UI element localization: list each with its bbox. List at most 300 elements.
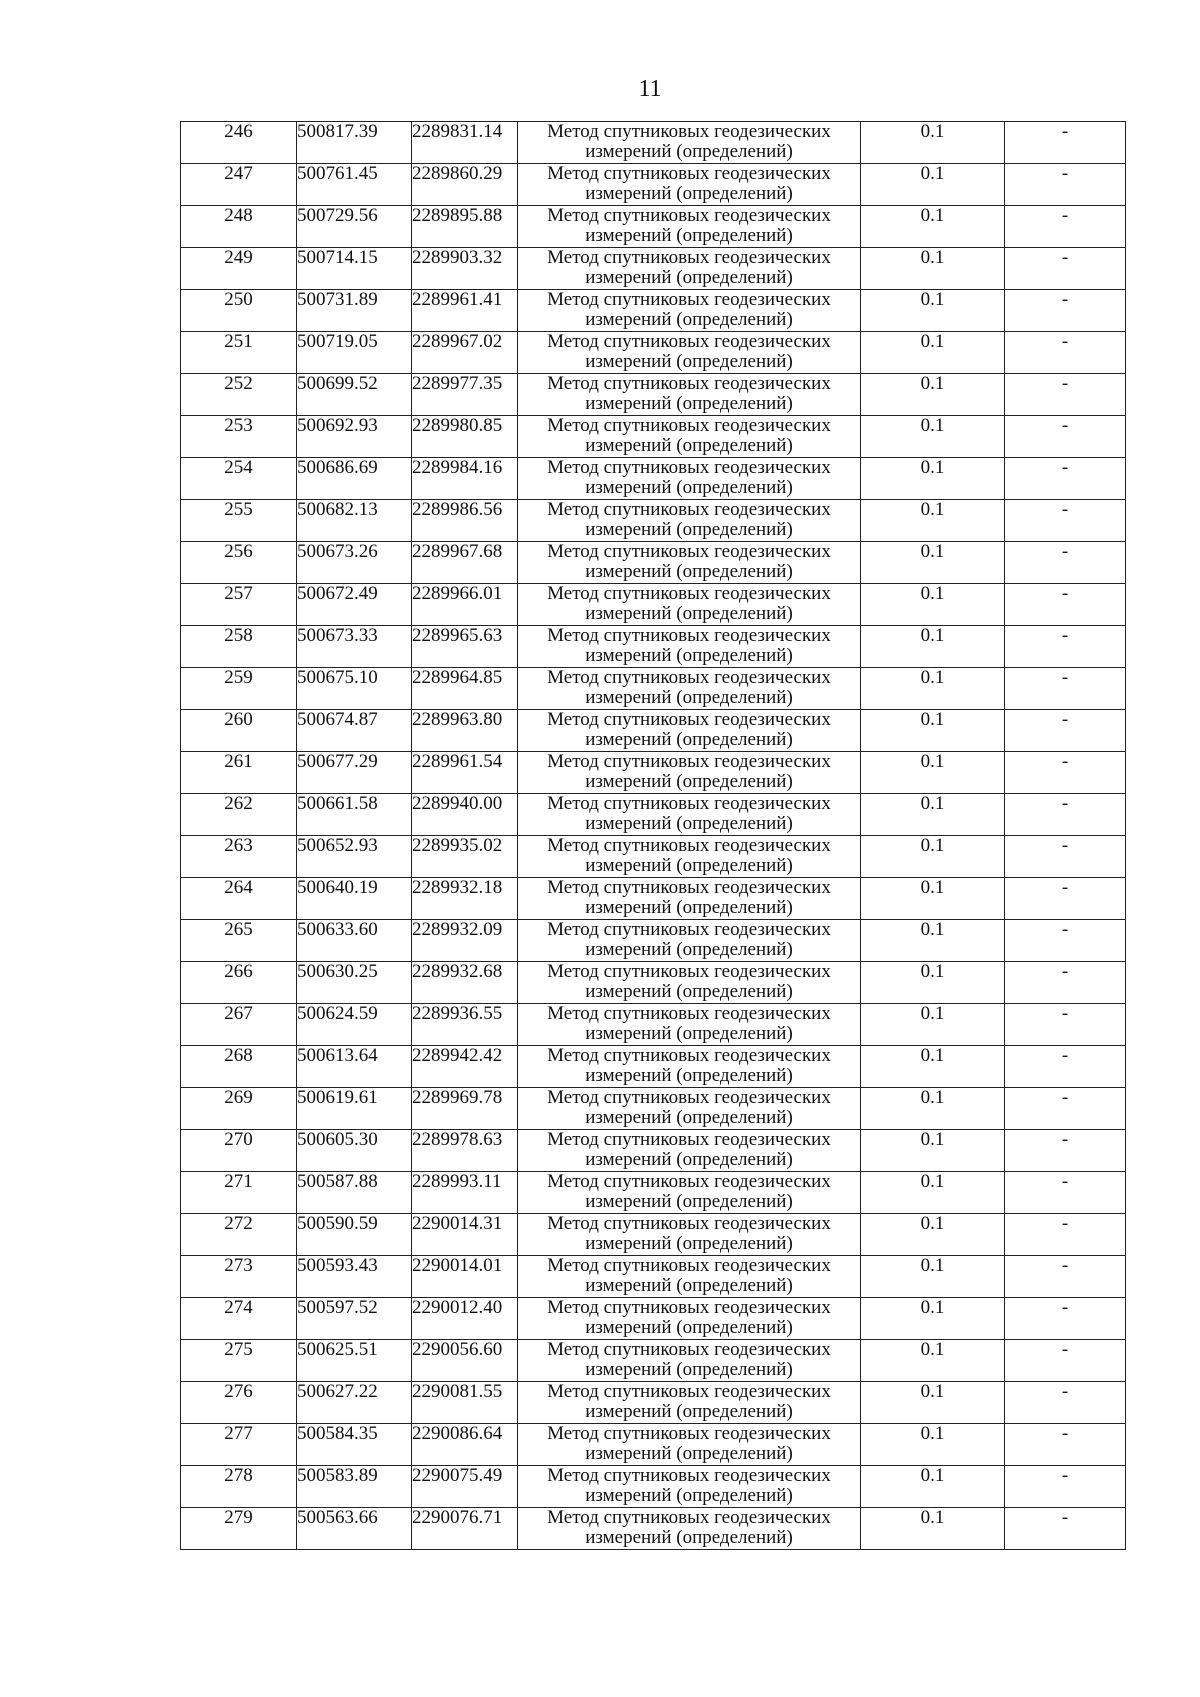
coordinate-y: 2289963.80 (412, 710, 518, 752)
coordinate-x: 500817.39 (297, 122, 412, 164)
method-line-2: измерений (определений) (585, 393, 793, 414)
method-line-1: Метод спутниковых геодезических (547, 1465, 831, 1486)
table-row (181, 374, 1126, 416)
method-cell (518, 1466, 861, 1508)
method-cell (518, 542, 861, 584)
precision-value: 0.1 (861, 500, 1005, 542)
table-row (181, 962, 1126, 1004)
coordinate-y: 2290076.71 (412, 1508, 518, 1550)
point-number: 277 (181, 1424, 297, 1466)
coordinate-y: 2289932.18 (412, 878, 518, 920)
method-cell (518, 374, 861, 416)
coordinate-y: 2290056.60 (412, 1340, 518, 1382)
precision-value: 0.1 (861, 332, 1005, 374)
table-row (181, 1424, 1126, 1466)
method-line-2: измерений (определений) (585, 1317, 793, 1338)
coordinate-y: 2289903.32 (412, 248, 518, 290)
method-line-2: измерений (определений) (585, 1443, 793, 1464)
coordinate-y: 2290014.01 (412, 1256, 518, 1298)
precision-value: 0.1 (861, 1256, 1005, 1298)
point-description: - (1005, 416, 1126, 458)
table-row (181, 1172, 1126, 1214)
precision-value: 0.1 (861, 1088, 1005, 1130)
precision-value: 0.1 (861, 1172, 1005, 1214)
table-row (181, 290, 1126, 332)
point-description: - (1005, 962, 1126, 1004)
coordinate-x: 500674.87 (297, 710, 412, 752)
coordinate-x: 500613.64 (297, 1046, 412, 1088)
precision-value: 0.1 (861, 1466, 1005, 1508)
coordinate-y: 2289967.68 (412, 542, 518, 584)
method-line-1: Метод спутниковых геодезических (547, 583, 831, 604)
table-row (181, 794, 1126, 836)
point-number: 256 (181, 542, 297, 584)
coordinate-x: 500633.60 (297, 920, 412, 962)
precision-value: 0.1 (861, 1046, 1005, 1088)
method-cell (518, 962, 861, 1004)
method-cell (518, 1130, 861, 1172)
method-line-2: измерений (определений) (585, 687, 793, 708)
coordinate-y: 2289965.63 (412, 626, 518, 668)
precision-value: 0.1 (861, 668, 1005, 710)
method-cell (518, 1340, 861, 1382)
precision-value: 0.1 (861, 1004, 1005, 1046)
coordinate-y: 2289935.02 (412, 836, 518, 878)
point-number: 274 (181, 1298, 297, 1340)
coordinate-x: 500619.61 (297, 1088, 412, 1130)
precision-value: 0.1 (861, 374, 1005, 416)
coordinate-x: 500731.89 (297, 290, 412, 332)
coordinate-y: 2289977.35 (412, 374, 518, 416)
table-row (181, 1130, 1126, 1172)
precision-value: 0.1 (861, 1298, 1005, 1340)
method-line-1: Метод спутниковых геодезических (547, 835, 831, 856)
method-line-2: измерений (определений) (585, 1275, 793, 1296)
method-line-1: Метод спутниковых геодезических (547, 709, 831, 730)
point-description: - (1005, 1004, 1126, 1046)
coordinate-x: 500729.56 (297, 206, 412, 248)
coordinate-y: 2289831.14 (412, 122, 518, 164)
coordinate-x: 500640.19 (297, 878, 412, 920)
point-number: 260 (181, 710, 297, 752)
point-number: 265 (181, 920, 297, 962)
method-line-1: Метод спутниковых геодезических (547, 205, 831, 226)
coordinate-y: 2289978.63 (412, 1130, 518, 1172)
coordinates-table-body (181, 122, 1126, 1550)
method-line-2: измерений (определений) (585, 1065, 793, 1086)
table-row (181, 1382, 1126, 1424)
method-line-1: Метод спутниковых геодезических (547, 667, 831, 688)
precision-value: 0.1 (861, 416, 1005, 458)
precision-value: 0.1 (861, 248, 1005, 290)
coordinate-y: 2289936.55 (412, 1004, 518, 1046)
table-row (181, 668, 1126, 710)
method-line-1: Метод спутниковых геодезических (547, 415, 831, 436)
precision-value: 0.1 (861, 710, 1005, 752)
point-description: - (1005, 878, 1126, 920)
method-line-2: измерений (определений) (585, 1485, 793, 1506)
point-number: 271 (181, 1172, 297, 1214)
point-number: 258 (181, 626, 297, 668)
method-line-2: измерений (определений) (585, 183, 793, 204)
coordinate-y: 2290012.40 (412, 1298, 518, 1340)
point-description: - (1005, 836, 1126, 878)
coordinate-y: 2289961.41 (412, 290, 518, 332)
method-cell (518, 500, 861, 542)
method-cell (518, 752, 861, 794)
point-number: 255 (181, 500, 297, 542)
method-cell (518, 1088, 861, 1130)
point-description: - (1005, 1256, 1126, 1298)
method-line-2: измерений (определений) (585, 477, 793, 498)
coordinate-x: 500593.43 (297, 1256, 412, 1298)
precision-value: 0.1 (861, 122, 1005, 164)
method-line-2: измерений (определений) (585, 225, 793, 246)
table-row (181, 458, 1126, 500)
table-row (181, 1088, 1126, 1130)
point-number: 272 (181, 1214, 297, 1256)
point-number: 269 (181, 1088, 297, 1130)
method-line-1: Метод спутниковых геодезических (547, 877, 831, 898)
method-line-1: Метод спутниковых геодезических (547, 1045, 831, 1066)
coordinate-x: 500673.33 (297, 626, 412, 668)
coordinate-x: 500675.10 (297, 668, 412, 710)
point-description: - (1005, 332, 1126, 374)
coordinate-y: 2290075.49 (412, 1466, 518, 1508)
precision-value: 0.1 (861, 626, 1005, 668)
coordinate-x: 500587.88 (297, 1172, 412, 1214)
coordinate-x: 500682.13 (297, 500, 412, 542)
coordinate-y: 2289961.54 (412, 752, 518, 794)
point-description: - (1005, 1382, 1126, 1424)
method-line-1: Метод спутниковых геодезических (547, 919, 831, 940)
method-cell (518, 1508, 861, 1550)
method-line-1: Метод спутниковых геодезических (547, 1339, 831, 1360)
point-number: 247 (181, 164, 297, 206)
point-number: 251 (181, 332, 297, 374)
point-description: - (1005, 500, 1126, 542)
table-row (181, 1046, 1126, 1088)
method-line-2: измерений (определений) (585, 435, 793, 456)
method-line-1: Метод спутниковых геодезических (547, 1381, 831, 1402)
coordinate-x: 500692.93 (297, 416, 412, 458)
method-line-1: Метод спутниковых геодезических (547, 331, 831, 352)
table-row (181, 416, 1126, 458)
method-cell (518, 1256, 861, 1298)
coordinate-y: 2289942.42 (412, 1046, 518, 1088)
table-row (181, 626, 1126, 668)
precision-value: 0.1 (861, 920, 1005, 962)
method-line-2: измерений (определений) (585, 519, 793, 540)
point-number: 253 (181, 416, 297, 458)
method-line-1: Метод спутниковых геодезических (547, 1297, 831, 1318)
coordinate-y: 2289895.88 (412, 206, 518, 248)
point-description: - (1005, 752, 1126, 794)
table-row (181, 332, 1126, 374)
point-description: - (1005, 584, 1126, 626)
coordinate-y: 2289964.85 (412, 668, 518, 710)
method-cell (518, 1298, 861, 1340)
method-cell (518, 668, 861, 710)
method-line-2: измерений (определений) (585, 1527, 793, 1548)
point-description: - (1005, 290, 1126, 332)
point-number: 264 (181, 878, 297, 920)
method-line-2: измерений (определений) (585, 1401, 793, 1422)
precision-value: 0.1 (861, 752, 1005, 794)
table-row (181, 920, 1126, 962)
method-line-1: Метод спутниковых геодезических (547, 625, 831, 646)
method-line-1: Метод спутниковых геодезических (547, 457, 831, 478)
table-row (181, 248, 1126, 290)
precision-value: 0.1 (861, 1382, 1005, 1424)
method-line-1: Метод спутниковых геодезических (547, 163, 831, 184)
point-number: 278 (181, 1466, 297, 1508)
coordinate-y: 2289966.01 (412, 584, 518, 626)
precision-value: 0.1 (861, 290, 1005, 332)
method-line-2: измерений (определений) (585, 1191, 793, 1212)
table-row (181, 1256, 1126, 1298)
method-cell (518, 794, 861, 836)
precision-value: 0.1 (861, 164, 1005, 206)
point-description: - (1005, 1214, 1126, 1256)
coordinate-x: 500624.59 (297, 1004, 412, 1046)
point-description: - (1005, 542, 1126, 584)
coordinate-y: 2289940.00 (412, 794, 518, 836)
coordinate-y: 2289980.85 (412, 416, 518, 458)
method-cell (518, 206, 861, 248)
point-number: 259 (181, 668, 297, 710)
coordinate-y: 2290081.55 (412, 1382, 518, 1424)
precision-value: 0.1 (861, 836, 1005, 878)
precision-value: 0.1 (861, 1424, 1005, 1466)
method-line-1: Метод спутниковых геодезических (547, 1255, 831, 1276)
precision-value: 0.1 (861, 458, 1005, 500)
coordinate-x: 500584.35 (297, 1424, 412, 1466)
method-cell (518, 1214, 861, 1256)
method-line-1: Метод спутниковых геодезических (547, 289, 831, 310)
point-description: - (1005, 1046, 1126, 1088)
coordinate-y: 2289993.11 (412, 1172, 518, 1214)
coordinate-y: 2289984.16 (412, 458, 518, 500)
method-cell (518, 920, 861, 962)
method-line-2: измерений (определений) (585, 771, 793, 792)
precision-value: 0.1 (861, 1508, 1005, 1550)
point-number: 279 (181, 1508, 297, 1550)
page-number: 11 (638, 76, 662, 102)
point-number: 275 (181, 1340, 297, 1382)
method-cell (518, 1046, 861, 1088)
point-number: 267 (181, 1004, 297, 1046)
coordinate-y: 2289860.29 (412, 164, 518, 206)
method-cell (518, 458, 861, 500)
method-cell (518, 1382, 861, 1424)
method-line-1: Метод спутниковых геодезических (547, 1507, 831, 1528)
method-line-2: измерений (определений) (585, 813, 793, 834)
point-number: 246 (181, 122, 297, 164)
method-line-2: измерений (определений) (585, 1107, 793, 1128)
table-row (181, 1340, 1126, 1382)
precision-value: 0.1 (861, 584, 1005, 626)
method-line-1: Метод спутниковых геодезических (547, 1129, 831, 1150)
point-description: - (1005, 1298, 1126, 1340)
point-number: 248 (181, 206, 297, 248)
point-description: - (1005, 710, 1126, 752)
coordinate-y: 2289932.09 (412, 920, 518, 962)
method-line-1: Метод спутниковых геодезических (547, 247, 831, 268)
coordinates-table (180, 121, 1126, 1550)
point-description: - (1005, 1508, 1126, 1550)
point-description: - (1005, 1088, 1126, 1130)
method-cell (518, 122, 861, 164)
point-description: - (1005, 920, 1126, 962)
method-cell (518, 416, 861, 458)
method-line-2: измерений (определений) (585, 897, 793, 918)
table-row (181, 500, 1126, 542)
method-line-1: Метод спутниковых геодезических (547, 1171, 831, 1192)
method-line-2: измерений (определений) (585, 1149, 793, 1170)
point-number: 250 (181, 290, 297, 332)
point-description: - (1005, 122, 1126, 164)
table-row (181, 1508, 1126, 1550)
point-description: - (1005, 164, 1126, 206)
method-line-1: Метод спутниковых геодезических (547, 1213, 831, 1234)
coordinate-x: 500630.25 (297, 962, 412, 1004)
table-row (181, 542, 1126, 584)
coordinate-x: 500661.58 (297, 794, 412, 836)
table-row (181, 710, 1126, 752)
method-line-2: измерений (определений) (585, 1023, 793, 1044)
method-line-2: измерений (определений) (585, 1233, 793, 1254)
coordinate-x: 500699.52 (297, 374, 412, 416)
precision-value: 0.1 (861, 962, 1005, 1004)
method-line-2: измерений (определений) (585, 267, 793, 288)
method-cell (518, 878, 861, 920)
method-line-2: измерений (определений) (585, 141, 793, 162)
coordinate-y: 2289986.56 (412, 500, 518, 542)
coordinate-x: 500672.49 (297, 584, 412, 626)
point-description: - (1005, 794, 1126, 836)
method-line-1: Метод спутниковых геодезических (547, 961, 831, 982)
table-row (181, 752, 1126, 794)
point-number: 254 (181, 458, 297, 500)
precision-value: 0.1 (861, 794, 1005, 836)
method-line-2: измерений (определений) (585, 855, 793, 876)
method-line-1: Метод спутниковых геодезических (547, 793, 831, 814)
precision-value: 0.1 (861, 206, 1005, 248)
coordinate-x: 500652.93 (297, 836, 412, 878)
point-description: - (1005, 1340, 1126, 1382)
point-description: - (1005, 668, 1126, 710)
point-number: 249 (181, 248, 297, 290)
table-row (181, 1298, 1126, 1340)
precision-value: 0.1 (861, 1130, 1005, 1172)
point-description: - (1005, 374, 1126, 416)
method-cell (518, 1424, 861, 1466)
precision-value: 0.1 (861, 878, 1005, 920)
method-cell (518, 164, 861, 206)
coordinate-x: 500673.26 (297, 542, 412, 584)
precision-value: 0.1 (861, 542, 1005, 584)
method-cell (518, 710, 861, 752)
point-description: - (1005, 626, 1126, 668)
coordinate-y: 2290014.31 (412, 1214, 518, 1256)
method-line-2: измерений (определений) (585, 561, 793, 582)
method-line-1: Метод спутниковых геодезических (547, 1003, 831, 1024)
coordinate-x: 500590.59 (297, 1214, 412, 1256)
table-row (181, 1466, 1126, 1508)
method-line-1: Метод спутниковых геодезических (547, 499, 831, 520)
point-description: - (1005, 206, 1126, 248)
point-description: - (1005, 458, 1126, 500)
point-number: 273 (181, 1256, 297, 1298)
point-number: 266 (181, 962, 297, 1004)
method-cell (518, 248, 861, 290)
table-row (181, 206, 1126, 248)
coordinate-y: 2289969.78 (412, 1088, 518, 1130)
coordinate-x: 500597.52 (297, 1298, 412, 1340)
point-description: - (1005, 1130, 1126, 1172)
point-number: 263 (181, 836, 297, 878)
precision-value: 0.1 (861, 1214, 1005, 1256)
method-line-1: Метод спутниковых геодезических (547, 751, 831, 772)
point-description: - (1005, 1424, 1126, 1466)
coordinate-x: 500686.69 (297, 458, 412, 500)
table-row (181, 836, 1126, 878)
coordinate-y: 2289967.02 (412, 332, 518, 374)
coordinate-x: 500627.22 (297, 1382, 412, 1424)
point-number: 276 (181, 1382, 297, 1424)
method-cell (518, 332, 861, 374)
point-number: 257 (181, 584, 297, 626)
table-row (181, 584, 1126, 626)
table-row (181, 878, 1126, 920)
method-line-2: измерений (определений) (585, 729, 793, 750)
coordinate-y: 2289932.68 (412, 962, 518, 1004)
method-line-2: измерений (определений) (585, 1359, 793, 1380)
method-line-1: Метод спутниковых геодезических (547, 121, 831, 142)
method-cell (518, 584, 861, 626)
point-description: - (1005, 1466, 1126, 1508)
method-line-2: измерений (определений) (585, 351, 793, 372)
method-line-1: Метод спутниковых геодезических (547, 373, 831, 394)
coordinate-x: 500563.66 (297, 1508, 412, 1550)
method-line-2: измерений (определений) (585, 981, 793, 1002)
point-number: 252 (181, 374, 297, 416)
method-line-1: Метод спутниковых геодезических (547, 541, 831, 562)
point-description: - (1005, 1172, 1126, 1214)
table-row (181, 1214, 1126, 1256)
coordinate-x: 500719.05 (297, 332, 412, 374)
coordinate-x: 500625.51 (297, 1340, 412, 1382)
table-row (181, 122, 1126, 164)
point-number: 261 (181, 752, 297, 794)
method-line-1: Метод спутниковых геодезических (547, 1423, 831, 1444)
method-line-1: Метод спутниковых геодезических (547, 1087, 831, 1108)
point-number: 270 (181, 1130, 297, 1172)
method-cell (518, 836, 861, 878)
coordinate-x: 500605.30 (297, 1130, 412, 1172)
method-line-2: измерений (определений) (585, 603, 793, 624)
coordinate-x: 500714.15 (297, 248, 412, 290)
coordinate-x: 500677.29 (297, 752, 412, 794)
coordinate-x: 500761.45 (297, 164, 412, 206)
point-description: - (1005, 248, 1126, 290)
method-line-2: измерений (определений) (585, 309, 793, 330)
precision-value: 0.1 (861, 1340, 1005, 1382)
method-cell (518, 290, 861, 332)
coordinate-x: 500583.89 (297, 1466, 412, 1508)
method-cell (518, 1172, 861, 1214)
